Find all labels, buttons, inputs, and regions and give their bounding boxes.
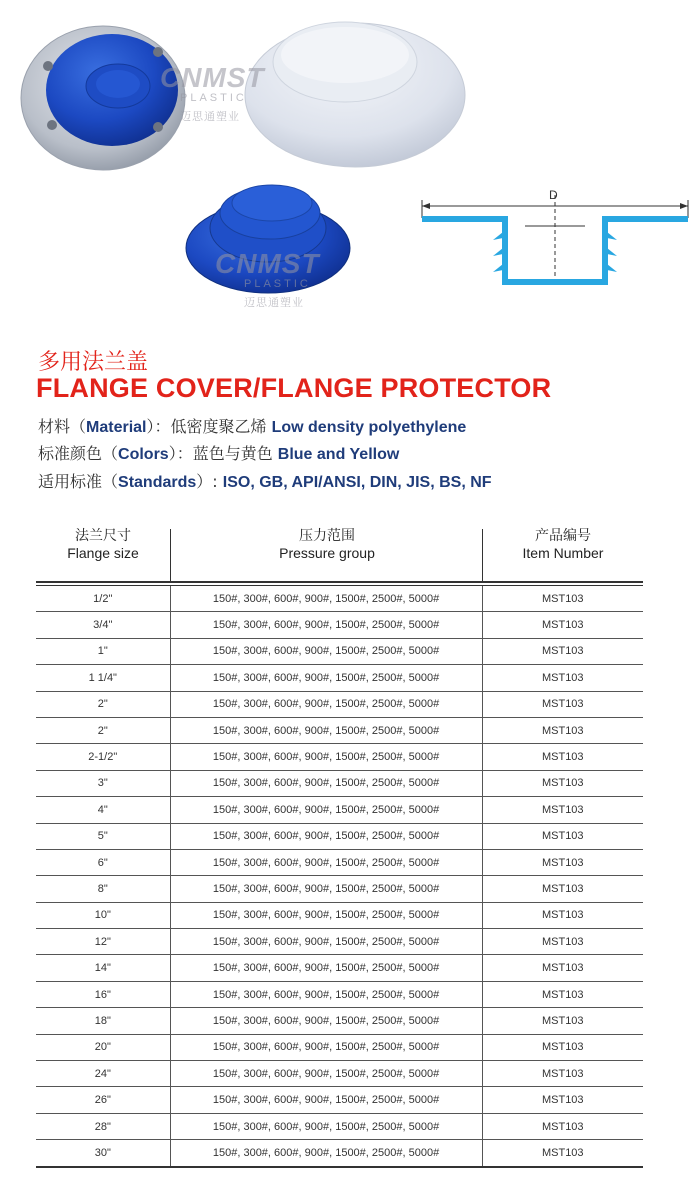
cell-flange-size: 4" [36,797,171,822]
cell-item-number: MST103 [541,1120,584,1133]
cell-pressure-group: 150#, 300#, 600#, 900#, 1500#, 2500#, 5000# [171,718,483,743]
spec-material-value: Low density polyethylene [271,419,467,436]
cell-item-number: MST103 [541,1146,584,1159]
table-row [36,771,643,797]
table-row [36,903,643,929]
cell-flange-size: 20" [36,1035,171,1060]
cell-item-number: MST103 [541,645,584,658]
table-row [36,1061,643,1087]
table-row [36,692,643,718]
header-pressure-group-en: Pressure group [279,545,375,561]
cell-item-number: MST103 [541,698,584,711]
product-photos [0,0,700,330]
header-pressure-group [171,524,483,581]
cell-flange-size: 8" [36,876,171,901]
cell-item-number: MST103 [541,882,584,895]
spec-material-key: Material [86,419,147,436]
cell-flange-size: 16" [36,982,171,1007]
header-flange-size-en: Flange size [67,545,139,561]
table-row [36,612,643,638]
spec-standards [38,469,492,492]
cell-flange-size: 26" [36,1087,171,1112]
watermark-brand: CNMST [160,62,265,93]
cell-flange-size: 2" [36,692,171,717]
cell-item-number: MST103 [541,751,584,764]
cell-flange-size: 14" [36,955,171,980]
cell-pressure-group: 150#, 300#, 600#, 900#, 1500#, 2500#, 5000# [171,771,483,796]
cell-flange-size: 1 1/4" [36,665,171,690]
cell-item-number: MST103 [541,830,584,843]
spec-colors-mid: ）：蓝色与黄色 [168,444,278,463]
spec-material [38,414,466,437]
cell-flange-size: 1" [36,639,171,664]
cell-flange-size: 3" [36,771,171,796]
table-row [36,982,643,1008]
table-header [36,524,643,581]
table-body [36,586,643,1168]
cell-pressure-group: 150#, 300#, 600#, 900#, 1500#, 2500#, 5000# [171,797,483,822]
cell-flange-size: 18" [36,1008,171,1033]
spec-colors-value: Blue and Yellow [277,446,400,463]
cell-item-number: MST103 [541,909,584,922]
spec-material-cn: 材料（ [38,417,87,436]
cell-item-number: MST103 [541,935,584,948]
cell-flange-size: 1/2" [36,586,171,611]
table-row [36,639,643,665]
table-row [36,797,643,823]
watermark-sub: PLASTIC [180,92,247,104]
table-row [36,929,643,955]
table-row [36,1087,643,1113]
table-row [36,1035,643,1061]
flange-with-blue-cover-photo [21,26,185,170]
cell-flange-size: 6" [36,850,171,875]
cell-pressure-group: 150#, 300#, 600#, 900#, 1500#, 2500#, 5000# [171,1114,483,1139]
spec-colors-cn: 标准颜色（ [38,444,119,463]
spec-standards-value: ISO, GB, API/ANSI, DIN, JIS, BS, NF [222,474,492,491]
table-row [36,586,643,612]
watermark-cn-2: 迈思通塑业 [244,296,304,309]
cell-pressure-group: 150#, 300#, 600#, 900#, 1500#, 2500#, 5000# [171,639,483,664]
table-row [36,955,643,981]
product-illustrations [0,0,700,330]
table-row [36,824,643,850]
cell-pressure-group: 150#, 300#, 600#, 900#, 1500#, 2500#, 5000# [171,1087,483,1112]
cell-flange-size: 10" [36,903,171,928]
cell-pressure-group: 150#, 300#, 600#, 900#, 1500#, 2500#, 5000# [171,876,483,901]
cell-flange-size: 2-1/2" [36,744,171,769]
cell-flange-size: 28" [36,1114,171,1139]
cell-pressure-group: 150#, 300#, 600#, 900#, 1500#, 2500#, 5000# [171,665,483,690]
cross-section-diagram [422,195,688,282]
cell-pressure-group: 150#, 300#, 600#, 900#, 1500#, 2500#, 5000# [171,955,483,980]
cell-item-number: MST103 [541,619,584,632]
cell-item-number: MST103 [541,1014,584,1027]
watermark-cn: 迈思通塑业 [180,110,240,123]
cell-pressure-group: 150#, 300#, 600#, 900#, 1500#, 2500#, 5000# [171,692,483,717]
cell-item-number: MST103 [541,803,584,816]
table-row [36,1008,643,1034]
header-flange-size [36,524,170,581]
cell-item-number: MST103 [541,777,584,790]
spec-colors [38,441,399,464]
cell-item-number: MST103 [541,988,584,1001]
cell-pressure-group: 150#, 300#, 600#, 900#, 1500#, 2500#, 5000# [171,586,483,611]
cell-pressure-group: 150#, 300#, 600#, 900#, 1500#, 2500#, 5000# [171,1140,483,1165]
header-item-number-zh: 产品编号 [535,528,591,544]
header-item-number [483,524,643,581]
cell-pressure-group: 150#, 300#, 600#, 900#, 1500#, 2500#, 5000# [171,1061,483,1086]
watermark-brand-2: CNMST [215,248,320,279]
dimension-label: D [549,188,558,202]
cell-pressure-group: 150#, 300#, 600#, 900#, 1500#, 2500#, 5000# [171,744,483,769]
cell-flange-size: 12" [36,929,171,954]
cell-pressure-group: 150#, 300#, 600#, 900#, 1500#, 2500#, 5000# [171,1008,483,1033]
table-row [36,718,643,744]
cell-item-number: MST103 [541,1041,584,1054]
table-row [36,665,643,691]
cell-item-number: MST103 [541,592,584,605]
spec-standards-mid: ）: [196,472,223,491]
cell-item-number: MST103 [541,1094,584,1107]
spec-colors-key: Colors [118,446,169,463]
cell-flange-size: 2" [36,718,171,743]
title-english: FLANGE COVER/FLANGE PROTECTOR [36,373,552,403]
cell-item-number: MST103 [541,1067,584,1080]
cell-pressure-group: 150#, 300#, 600#, 900#, 1500#, 2500#, 5000# [171,824,483,849]
table-row [36,744,643,770]
cell-pressure-group: 150#, 300#, 600#, 900#, 1500#, 2500#, 5000# [171,929,483,954]
cell-flange-size: 5" [36,824,171,849]
spec-material-mid: ）：低密度聚乙烯 [146,417,272,436]
table-row [36,1114,643,1140]
cell-flange-size: 30" [36,1140,171,1165]
cell-item-number: MST103 [541,671,584,684]
cell-flange-size: 24" [36,1061,171,1086]
cell-pressure-group: 150#, 300#, 600#, 900#, 1500#, 2500#, 5000# [171,982,483,1007]
cell-item-number: MST103 [541,724,584,737]
spec-standards-key: Standards [118,474,197,491]
title-chinese: 多用法兰盖 [38,350,149,375]
cell-pressure-group: 150#, 300#, 600#, 900#, 1500#, 2500#, 5000# [171,1035,483,1060]
table-row [36,876,643,902]
watermark-sub-2: PLASTIC [244,278,311,290]
cell-pressure-group: 150#, 300#, 600#, 900#, 1500#, 2500#, 5000# [171,612,483,637]
cell-item-number: MST103 [541,856,584,869]
white-flange-cover-photo [245,22,465,167]
table-row [36,850,643,876]
header-flange-size-zh: 法兰尺寸 [75,528,131,544]
spec-standards-cn: 适用标准（ [38,472,119,491]
header-item-number-en: Item Number [522,545,604,561]
cell-pressure-group: 150#, 300#, 600#, 900#, 1500#, 2500#, 5000# [171,850,483,875]
spec-table [36,524,643,1168]
cell-pressure-group: 150#, 300#, 600#, 900#, 1500#, 2500#, 5000# [171,903,483,928]
header-pressure-group-zh: 压力范围 [299,528,355,544]
cell-flange-size: 3/4" [36,612,171,637]
table-row [36,1140,643,1167]
cell-item-number: MST103 [541,962,584,975]
